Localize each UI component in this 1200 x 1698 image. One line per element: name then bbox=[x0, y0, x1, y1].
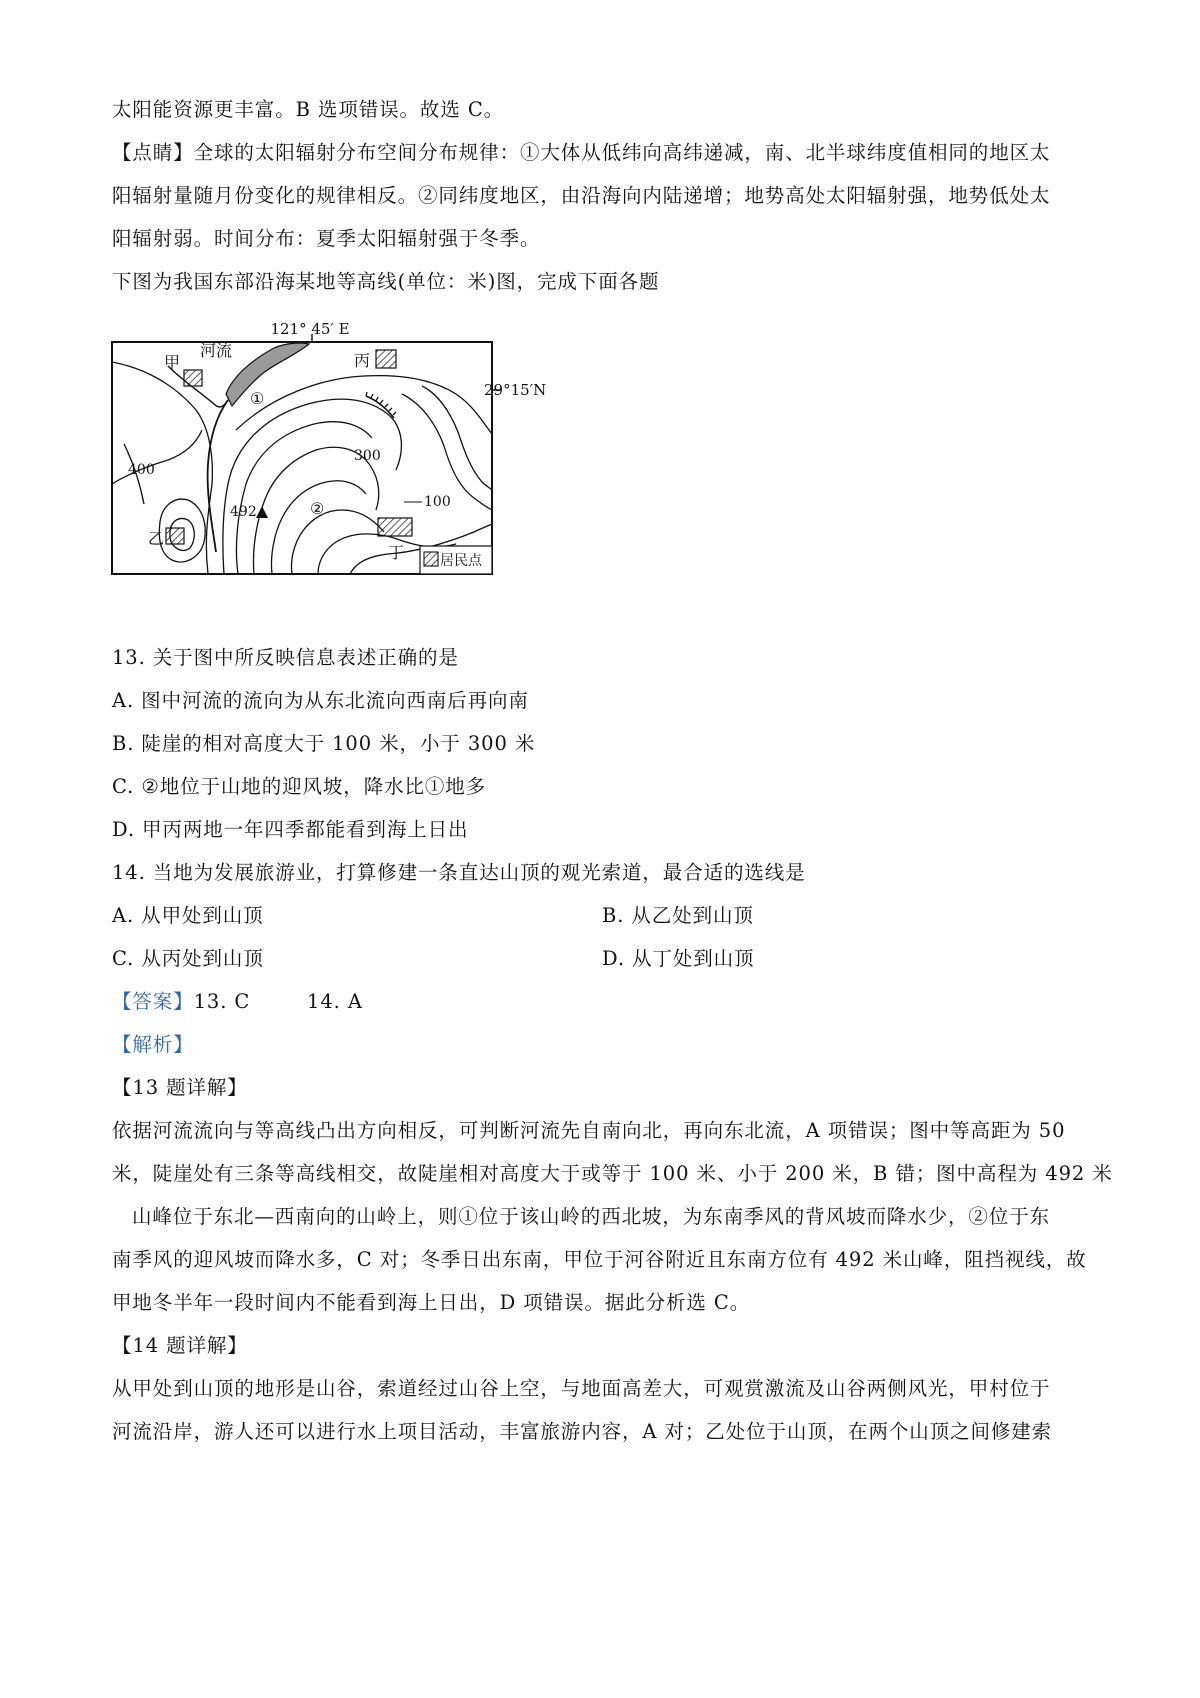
q14-option-a: A. 从甲处到山顶 bbox=[112, 904, 264, 927]
detail13-line1: 依据河流流向与等高线凸出方向相反，可判断河流先自南向北，再向东北流，A 项错误；图中等高距为 50 bbox=[112, 1119, 1066, 1142]
peak-triangle-icon bbox=[256, 506, 268, 518]
text-line: 太阳能资源更丰富。B 选项错误。故选 C。 bbox=[112, 98, 505, 121]
river-shade bbox=[226, 343, 309, 406]
tip-paragraph-line3: 阳辐射弱。时间分布：夏季太阳辐射强于冬季。 bbox=[112, 227, 541, 250]
contour-label-100: 100 bbox=[424, 494, 451, 510]
detail14-label: 【14 题详解】 bbox=[112, 1334, 248, 1357]
detail13-line3: 山峰位于东北—西南向的山岭上，则①位于该山岭的西北坡，为东南季风的背风坡而降水少，②位于东 bbox=[132, 1205, 1051, 1228]
q13-option-c: C. ②地位于山地的迎风坡，降水比①地多 bbox=[112, 775, 487, 798]
figure-intro: 下图为我国东部沿海某地等高线(单位：米)图，完成下面各题 bbox=[112, 270, 660, 293]
contour-label-300: 300 bbox=[354, 448, 381, 464]
legend-label: 居民点 bbox=[440, 553, 482, 569]
answer-line bbox=[112, 990, 363, 1014]
contour-label-400: 400 bbox=[128, 462, 155, 478]
detail14-line2: 河流沿岸，游人还可以进行水上项目活动，丰富旅游内容，A 对；乙处位于山顶，在两个山顶之间修建索 bbox=[112, 1420, 1053, 1443]
settlement-ding bbox=[378, 518, 412, 536]
settlement-jia bbox=[184, 370, 202, 386]
q13-option-a: A. 图中河流的流向为从东北流向西南后再向南 bbox=[112, 689, 529, 712]
river-line bbox=[208, 400, 228, 552]
marker-2: ② bbox=[310, 499, 325, 518]
answer-label: 【答案】 bbox=[112, 990, 194, 1013]
detail13-line2: 米，陡崖处有三条等高线相交，故陡崖相对高度大于或等于 100 米、小于 200 米，B 错；图中高程为 492 米 bbox=[112, 1162, 1113, 1185]
place-yi-label: 乙 bbox=[148, 529, 165, 548]
detail13-label: 【13 题详解】 bbox=[112, 1076, 248, 1099]
q14-option-d: D. 从丁处到山顶 bbox=[602, 947, 755, 970]
tip-label: 【点睛】 bbox=[112, 141, 194, 164]
peak-elevation: 492 bbox=[230, 504, 257, 520]
latitude-label: 29°15′N bbox=[484, 381, 547, 399]
contour-map bbox=[104, 320, 604, 630]
place-ding-label: 丁 bbox=[388, 543, 405, 562]
river-label: 河流 bbox=[200, 341, 233, 360]
settlement-bing bbox=[376, 350, 396, 368]
q14-option-c: C. 从丙处到山顶 bbox=[112, 947, 264, 970]
detail14-line1: 从甲处到山顶的地形是山谷，索道经过山谷上空，与地面高差大，可观赏激流及山谷两侧风光，甲村位于 bbox=[112, 1377, 1051, 1400]
detail13-line4: 南季风的迎风坡而降水多，C 对；冬季日出东南，甲位于河谷附近且东南方位有 492 米山峰，阻挡视线，故 bbox=[112, 1248, 1087, 1271]
marker-1: ① bbox=[250, 389, 265, 408]
q13-option-d: D. 甲丙两地一年四季都能看到海上日出 bbox=[112, 818, 469, 841]
tip-paragraph-line2: 阳辐射量随月份变化的规律相反。②同纬度地区，由沿海向内陆递增；地势高处太阳辐射强，地势低处太 bbox=[112, 184, 1051, 207]
q13-stem: 13. 关于图中所反映信息表述正确的是 bbox=[112, 646, 459, 669]
settlement-yi bbox=[166, 528, 184, 544]
place-jia-label: 甲 bbox=[164, 353, 181, 372]
q14-option-b: B. 从乙处到山顶 bbox=[602, 904, 754, 927]
analysis-label: 【解析】 bbox=[112, 1033, 194, 1056]
place-bing-label: 丙 bbox=[354, 351, 371, 370]
tip-paragraph-line1: 【点睛】全球的太阳辐射分布空间分布规律：①大体从低纬向高纬递减，南、北半球纬度值相同的地区太 bbox=[112, 141, 1051, 164]
q13-option-b: B. 陡崖的相对高度大于 100 米，小于 300 米 bbox=[112, 732, 536, 755]
legend-settlement-icon bbox=[424, 552, 438, 566]
q14-stem: 14. 当地为发展旅游业，打算修建一条直达山顶的观光索道，最合适的选线是 bbox=[112, 861, 806, 884]
detail13-line5: 甲地冬半年一段时间内不能看到海上日出，D 项错误。据此分析选 C。 bbox=[112, 1291, 751, 1314]
answer-value: 13. C 14. A bbox=[193, 990, 363, 1013]
longitude-label: 121° 45′ E bbox=[270, 320, 350, 338]
